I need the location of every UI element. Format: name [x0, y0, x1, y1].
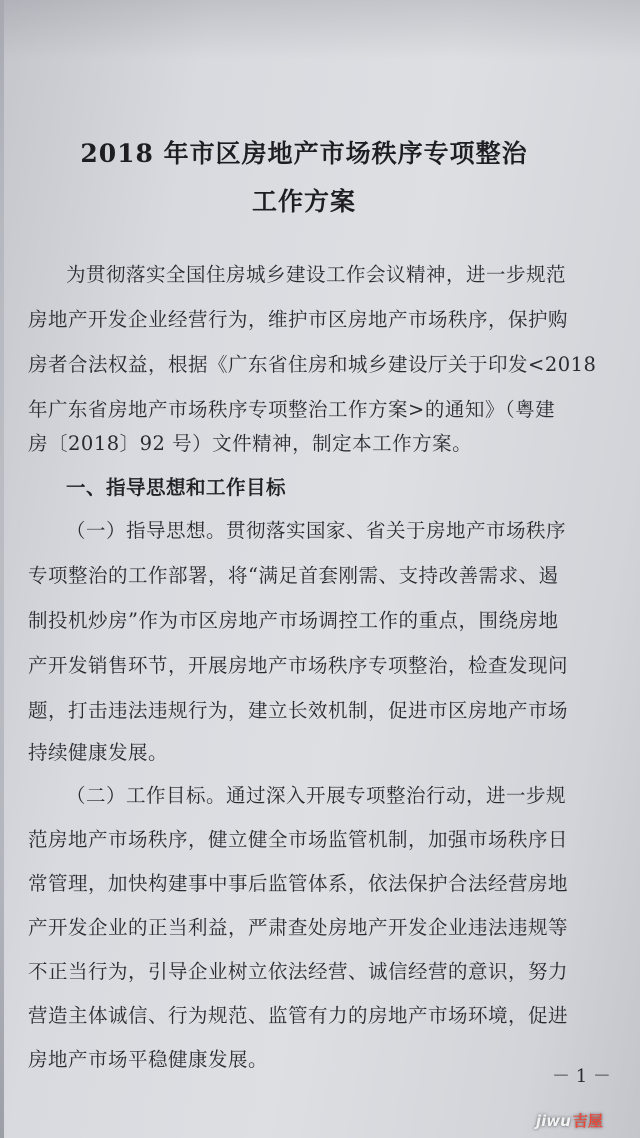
body-line: （二）工作目标。通过深入开展专项整治行动，进一步规	[66, 784, 567, 807]
document-title-line-2: 工作方案	[251, 187, 356, 216]
body-line: 常管理，加快构建事中事后监管体系，依法保护合法经营房地	[28, 872, 569, 895]
watermark-latin: jiwu	[536, 1112, 571, 1130]
body-line: 不正当行为，引导企业树立依法经营、诚信经营的意识，努力	[28, 960, 569, 983]
body-line: 年广东省房地产市场秩序专项整治工作方案>的通知》（粤建	[28, 398, 556, 421]
document-title-line-1: 2018 年市区房地产市场秩序专项整治	[80, 139, 528, 168]
body-line: （一）指导思想。贯彻落实国家、省关于房地产市场秩序	[66, 519, 567, 542]
body-line: 专项整治的工作部署，将“满足首套刚需、支持改善需求、遏	[28, 564, 559, 587]
page-number: － 1 －	[552, 1066, 611, 1087]
watermark-chinese: 吉屋	[572, 1112, 603, 1130]
body-line: 房地产开发企业经营行为，维护市区房地产市场秩序，保护购	[28, 308, 569, 331]
body-line: 为贯彻落实全国住房城乡建设工作会议精神，进一步规范	[66, 263, 567, 286]
body-line: 营造主体诚信、行为规范、监管有力的房地产市场环境，促进	[28, 1004, 569, 1027]
body-line: 房者合法权益，根据《广东省住房和城乡建设厅关于印发<2018	[28, 353, 597, 376]
body-line: 持续健康发展。	[28, 741, 169, 764]
body-line: 制投机炒房”作为市区房地产市场调控工作的重点，围绕房地	[28, 609, 559, 632]
body-line: 房地产市场平稳健康发展。	[28, 1048, 269, 1071]
body-line: 产开发企业的正当利益，严肃查处房地产开发企业违法违规等	[28, 916, 569, 939]
section-heading: 一、指导思想和工作目标	[66, 476, 287, 499]
body-line: 题，打击违法违规行为，建立长效机制，促进市区房地产市场	[28, 699, 569, 722]
body-line: 范房地产市场秩序，健立健全市场监管机制，加强市场秩序日	[28, 828, 569, 851]
body-line: 房〔2018〕92 号）文件精神，制定本工作方案。	[28, 432, 473, 455]
watermark-logo	[536, 1110, 603, 1131]
body-line: 产开发销售环节，开展房地产市场秩序专项整治，检查发现问	[28, 654, 569, 677]
document-page	[4, 0, 640, 1138]
